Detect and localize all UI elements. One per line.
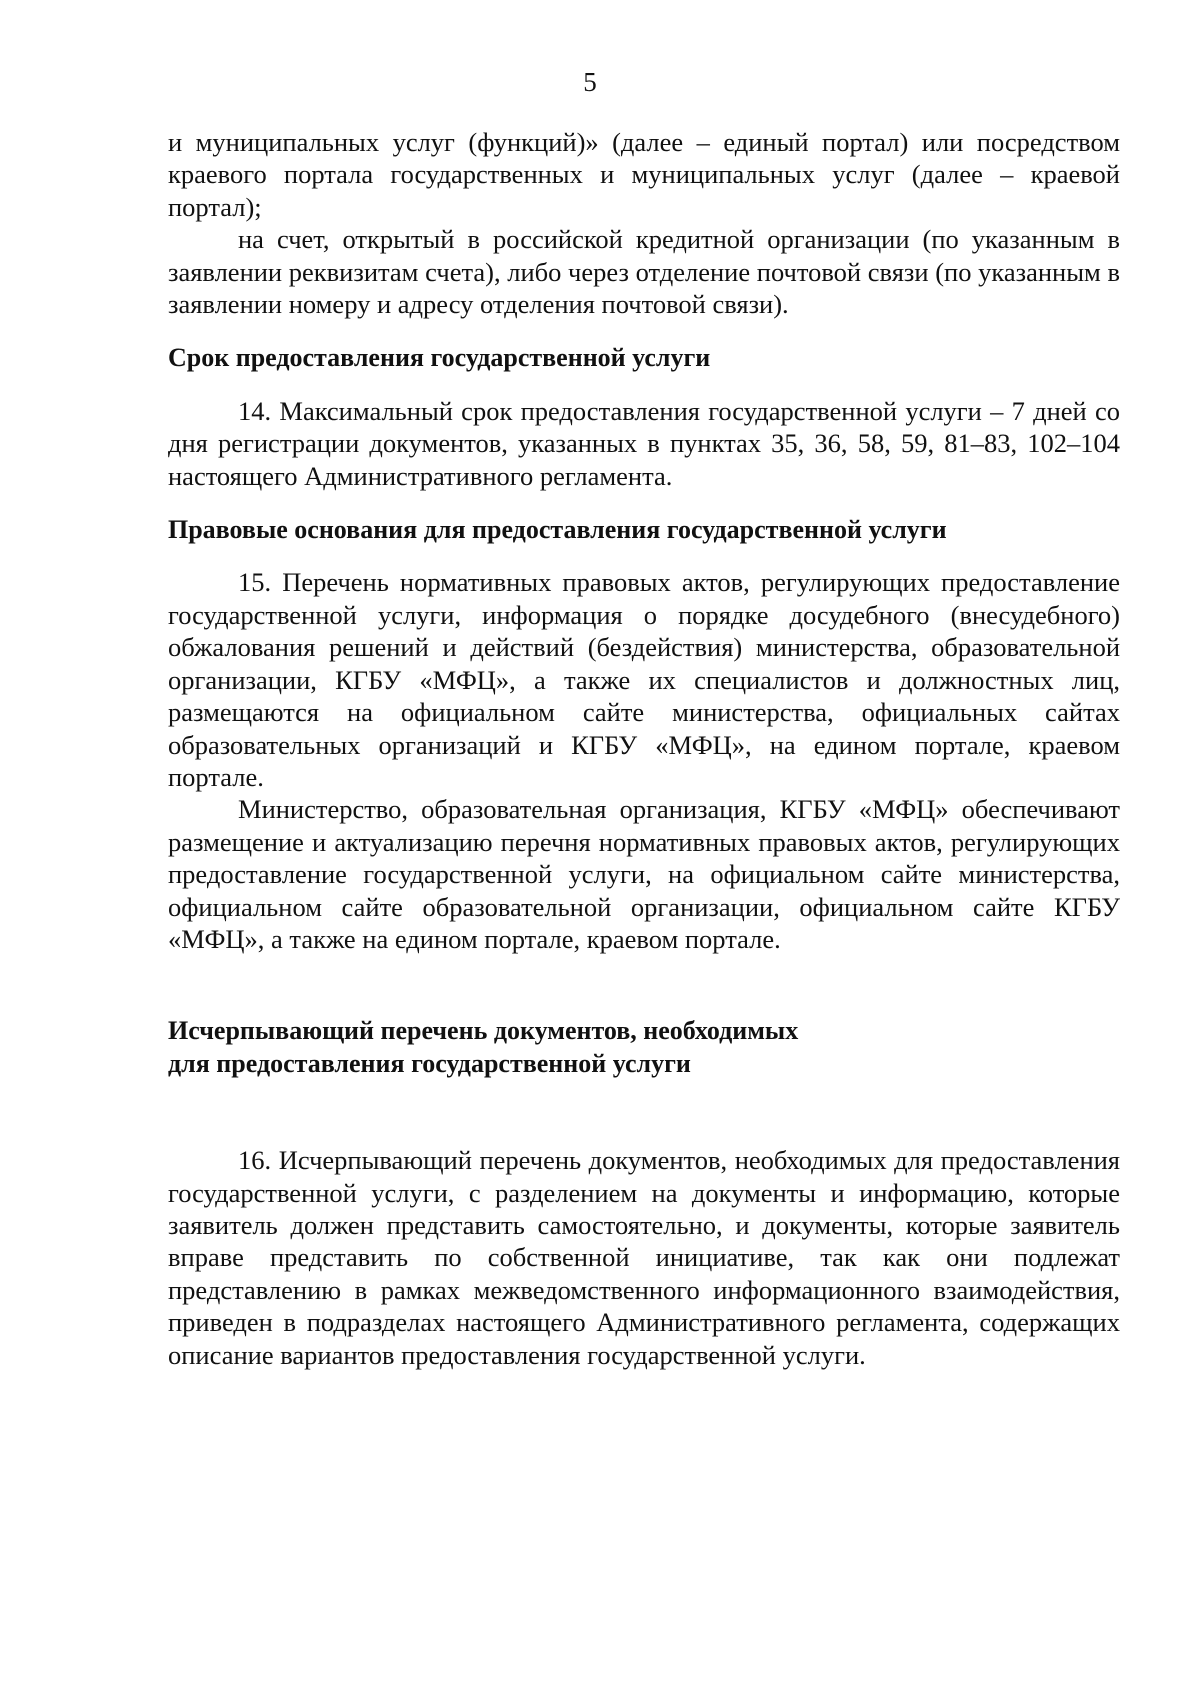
- heading-documents-line-2: для предоставления государственной услуги: [168, 1048, 691, 1078]
- paragraph-14: 14. Максимальный срок предоставления государственной услуги – 7 дней со дня регистрации документов, указанных в пунктах 35, 36, 58, 59, 81–83, 102–104 настоящего Административного регламента.: [168, 395, 1120, 491]
- paragraph-16: 16. Исчерпывающий перечень документов, необходимых для предоставления государственной услуги, с разделением на документы и информацию, которые заявитель должен представить самостоятельно, и документы, которые заявитель вправе представить по собственной инициативе, так как они подлежат представлению в рамках межведомственного информационного взаимодействия, приведен в подразделах настоящего Административного регламента, содержащих описание вариантов предоставления государственной услуги.: [168, 1145, 1120, 1370]
- paragraph-15-ministry: Министерство, образовательная организация, КГБУ «МФЦ» обеспечивают размещение и актуализацию перечня нормативных правовых актов, регулирующих предоставление государственной услуги, на официальном сайте министерства, официальном сайте образовательной организации, официальном сайте КГБУ «МФЦ», а также на едином портале, краевом портале.: [168, 794, 1120, 954]
- heading-documents-line-1: Исчерпывающий перечень документов, необходимых: [168, 1016, 799, 1046]
- heading-legal-grounds: Правовые основания для предоставления государственной услуги: [168, 515, 947, 545]
- document-body: [168, 126, 1120, 1371]
- paragraph-payment-account: на счет, открытый в российской кредитной организации (по указанным в заявлении реквизитам счета), либо через отделение почтовой связи (по указанным в заявлении номеру и адресу отделения почтовой связи).: [168, 224, 1120, 320]
- page-number: 5: [583, 67, 597, 97]
- paragraph-15: 15. Перечень нормативных правовых актов, регулирующих предоставление государственной услуги, информация о порядке досудебного (внесудебного) обжалования решений и действий (бездействия) министерства, образовательной организации, КГБУ «МФЦ», а также их специалистов и должностных лиц, размещаются на официальном сайте министерства, официальных сайтах образовательных организаций и КГБУ «МФЦ», на едином портале, краевом портале.: [168, 567, 1120, 792]
- paragraph-portal-continuation: и муниципальных услуг (функций)» (далее – единый портал) или посредством краевого портала государственных и муниципальных услуг (далее – краевой портал);: [168, 127, 1120, 222]
- heading-service-term: Срок предоставления государственной услуги: [168, 343, 711, 373]
